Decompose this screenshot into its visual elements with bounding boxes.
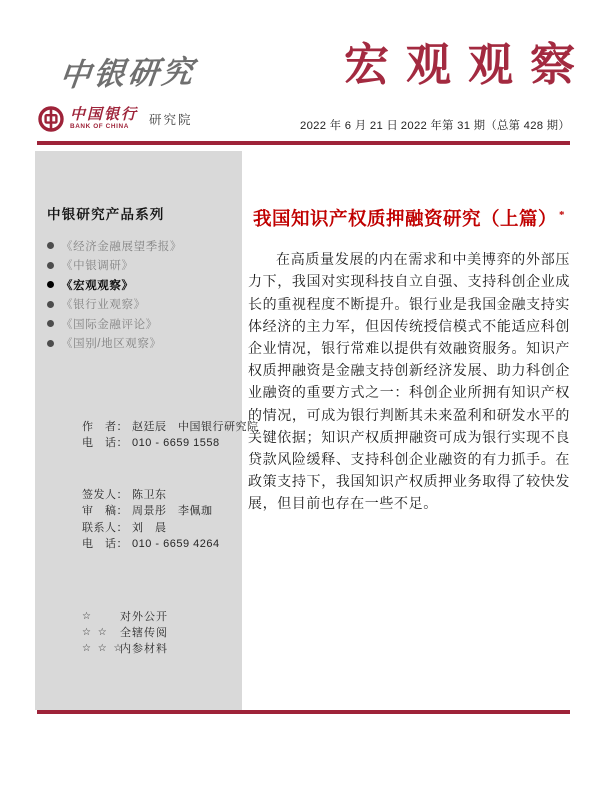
staff-block: [82, 487, 232, 553]
staff-line: [82, 503, 232, 519]
article-title: [248, 202, 570, 233]
series-title: 中银研究产品系列: [47, 207, 165, 222]
bottom-divider: [37, 710, 570, 714]
bank-of-china-emblem-icon: [37, 105, 65, 133]
legend-block: [82, 609, 168, 657]
staff-line: [82, 520, 232, 536]
bank-name-block: [70, 108, 138, 131]
bullet-icon: [47, 281, 54, 288]
sidebar-series-item-label: 《中银调研》: [61, 260, 134, 273]
institute-label: 研究院: [149, 113, 193, 127]
star-marker-icon: ☆ ☆: [82, 627, 109, 638]
legend-line: [82, 609, 168, 625]
staff-line-value: 刘 晨: [132, 521, 167, 534]
bullet-icon: [47, 340, 54, 347]
top-divider: [37, 141, 570, 145]
staff-line-value: 陈卫东: [132, 489, 167, 501]
staff-line: [82, 487, 232, 503]
issue-number: 2022 年第 31 期（总第 428 期）: [400, 120, 570, 132]
sidebar-series-item-label: 《经济金融展望季报》: [61, 240, 182, 253]
bullet-icon: [47, 242, 54, 249]
article-title-text: 我国知识产权质押融资研究（上篇）: [252, 210, 557, 231]
staff-line: [82, 536, 232, 552]
bullet-icon: [47, 320, 54, 327]
bank-logo-row: [37, 103, 193, 135]
bullet-icon: [47, 262, 54, 269]
staff-line-label: 联系人：: [82, 521, 128, 534]
sidebar-series-item-label: 《国际金融评论》: [61, 318, 158, 331]
sidebar-series-item-label: 《银行业观察》: [61, 299, 146, 312]
calligraphy-logo: 中银研究: [57, 54, 198, 93]
legend-line: [82, 641, 168, 657]
legend-label: 对外公开: [120, 611, 168, 623]
staff-line-label: 审 稿：: [82, 505, 128, 518]
sidebar-series-item-label: 《宏观观察》: [61, 279, 134, 292]
article-main: [248, 202, 570, 517]
author-line: [82, 435, 232, 451]
sidebar-series-item: [47, 275, 230, 295]
legend-label: 全辖传阅: [120, 627, 168, 639]
author-line-label: 电 话：: [82, 437, 128, 450]
author-line-label: 作 者：: [82, 421, 128, 433]
legend-label: 内参材料: [120, 643, 168, 655]
sidebar-series-list: [47, 236, 230, 353]
issue-date: 2022 年 6 月 21 日: [300, 120, 399, 132]
sidebar: [35, 151, 259, 710]
author-block: [82, 419, 259, 452]
legend-line: [82, 625, 168, 641]
bank-name-en: BANK OF CHINA: [70, 122, 129, 130]
bank-name-cn: 中国银行: [70, 106, 139, 123]
author-line-value: 赵廷辰 中国银行研究院: [132, 421, 259, 433]
star-marker-icon: ☆ ☆ ☆: [82, 643, 125, 654]
staff-line-label: 电 话：: [82, 538, 128, 551]
footnote-marker: *: [559, 209, 565, 221]
star-marker-icon: ☆: [82, 611, 93, 622]
date-row: [300, 117, 570, 133]
sidebar-series-item: [47, 314, 230, 334]
sidebar-series-item-label: 《国别/地区观察》: [61, 338, 162, 351]
sidebar-series-item: [47, 236, 230, 256]
author-line: [82, 419, 259, 435]
staff-line-label: 签发人：: [82, 489, 128, 501]
article-abstract: 在高质量发展的内在需求和中美博弈的外部压力下，我国对实现科技自立自强、支持科创企业成长的重视程度不断提升。银行业是我国金融支持实体经济的主力军，但因传统授信模式不能适应科创企业情况，银行常难以提供有效融资服务。知识产权质押融资是金融支持创新经济发展、助力科创企业融资的重要方式之一：科创企业所拥有知识产权的情况，可成为银行判断其未来盈利和研发水平的关键依据；知识产权质押融资可成为银行实现不良贷款风险缓释、支持科创企业融资的有力抓手。在政策支持下，我国知识产权质押业务取得了较快发展，但目前也存在一些不足。: [248, 253, 570, 513]
bullet-icon: [47, 301, 54, 308]
sidebar-series-item: [47, 295, 230, 315]
sidebar-series-item: [47, 334, 230, 354]
staff-line-value: 周景彤 李佩珈: [132, 505, 213, 518]
staff-line-value: 010 - 6659 4264: [132, 538, 220, 551]
sidebar-series-item: [47, 256, 230, 276]
masthead-title: 宏观观察: [343, 40, 592, 90]
author-line-value: 010 - 6659 1558: [132, 437, 220, 450]
